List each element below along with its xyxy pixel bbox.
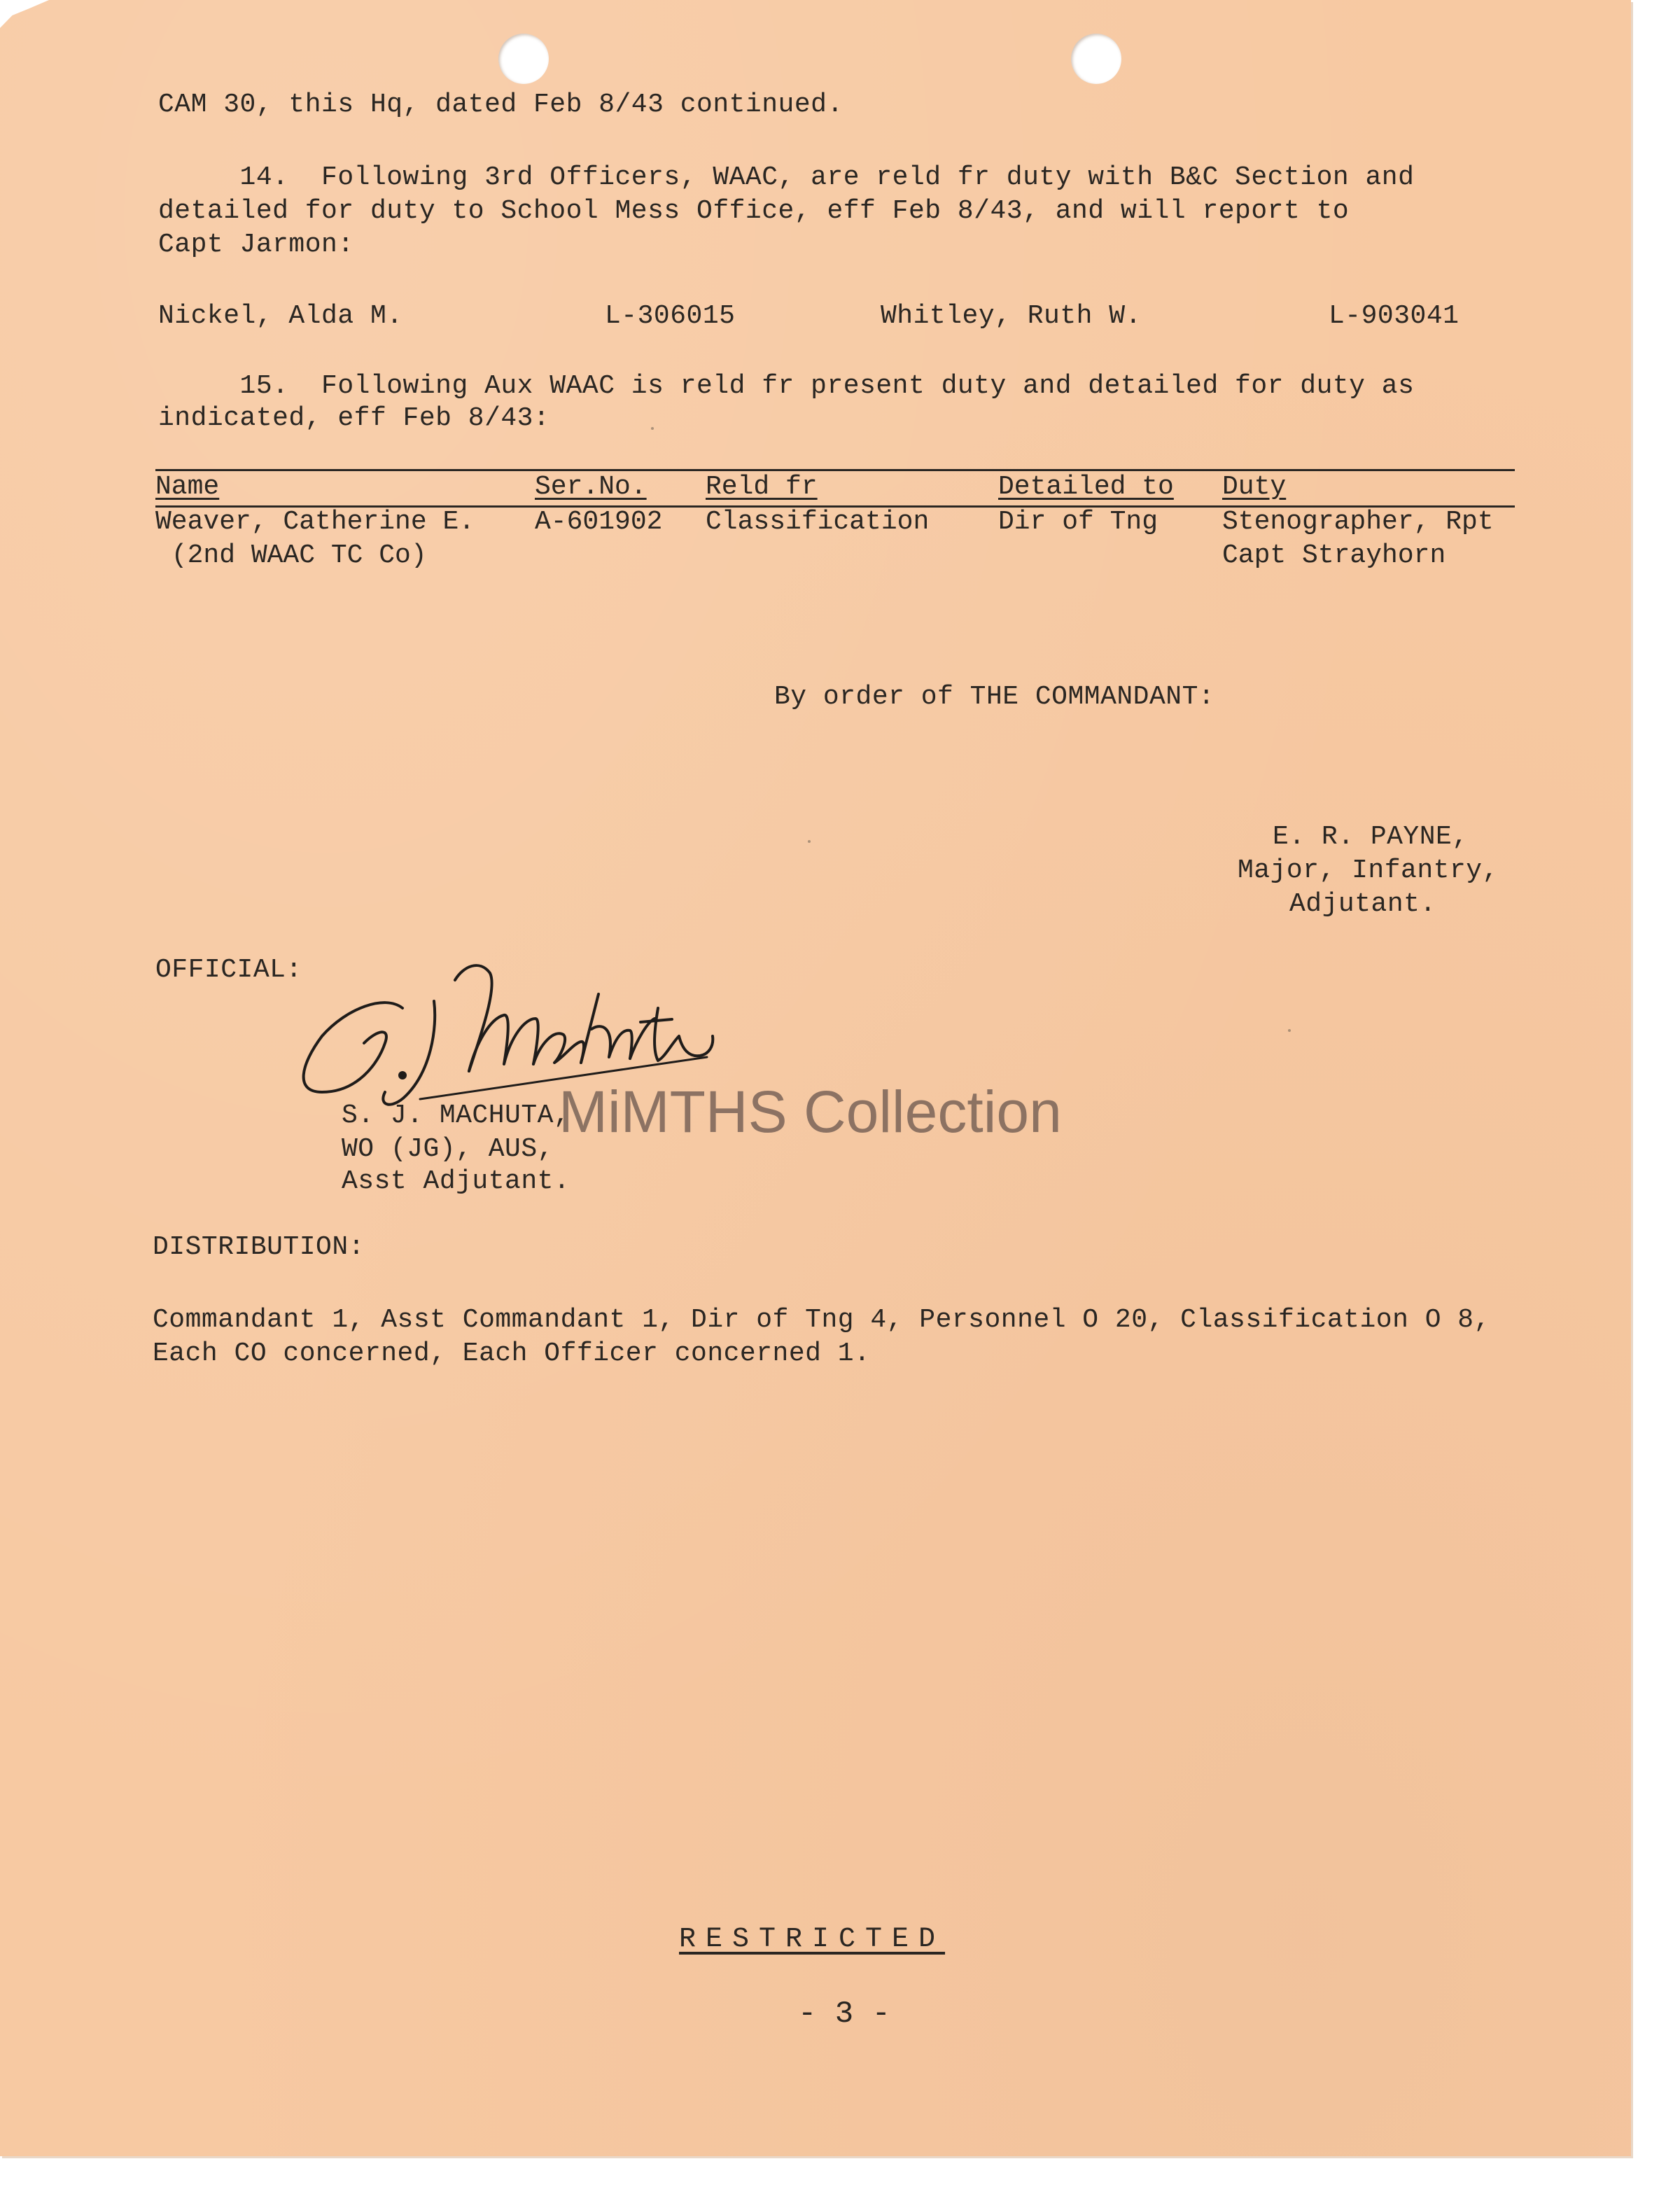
torn-corner — [0, 0, 49, 28]
distribution-line2: Each CO concerned, Each Officer concerned 1. — [153, 1339, 871, 1369]
restricted-marking: RESTRICTED — [679, 1924, 946, 1955]
paper-speck — [651, 427, 654, 430]
signatory-rank: Major, Infantry, — [1238, 855, 1499, 886]
officer-1-serial: L-306015 — [605, 301, 736, 331]
col-header-serial: Ser.No. — [535, 472, 647, 502]
signatory-title: Adjutant. — [1289, 889, 1436, 919]
row-duty: Stenographer, Rpt — [1222, 507, 1494, 537]
col-header-name: Name — [155, 472, 220, 502]
col-header-detailed-to: Detailed to — [998, 472, 1174, 502]
table-top-rule — [155, 469, 1515, 471]
distribution-label: DISTRIBUTION: — [153, 1232, 365, 1262]
officer-2-serial: L-903041 — [1329, 301, 1460, 331]
collection-watermark: MiMTHS Collection — [559, 1079, 1062, 1145]
row-name: Weaver, Catherine E. — [155, 507, 475, 537]
page-number: - 3 - — [798, 1997, 891, 2032]
para14-line3: Capt Jarmon: — [158, 230, 354, 260]
paper-speck — [808, 840, 811, 843]
row-reld-fr: Classification — [706, 507, 930, 537]
signatory-name: E. R. PAYNE, — [1273, 822, 1469, 852]
para14-line2: detailed for duty to School Mess Office, eff Feb 8/43, and will report to — [158, 196, 1350, 226]
row-name-sub: (2nd WAAC TC Co) — [155, 540, 427, 571]
officer-2-name: Whitley, Ruth W. — [881, 301, 1142, 331]
row-serial: A-601902 — [535, 507, 663, 537]
distribution-line1: Commandant 1, Asst Commandant 1, Dir of Tng 4, Personnel O 20, Classification O 8, — [153, 1305, 1490, 1335]
punch-hole-right — [1071, 34, 1121, 84]
continuation-header: CAM 30, this Hq, dated Feb 8/43 continued. — [158, 90, 844, 120]
punch-hole-left — [498, 34, 549, 84]
row-detailed-to: Dir of Tng — [998, 507, 1158, 537]
official-rank: WO (JG), AUS, — [342, 1134, 554, 1164]
para15-line1: 15. Following Aux WAAC is reld fr present duty and detailed for duty as — [158, 371, 1415, 401]
paper-speck — [1288, 1029, 1291, 1032]
official-name: S. J. MACHUTA, — [342, 1100, 570, 1131]
col-header-reld-fr: Reld fr — [706, 472, 818, 502]
para15-line2: indicated, eff Feb 8/43: — [158, 403, 550, 433]
para14-line1: 14. Following 3rd Officers, WAAC, are reld fr duty with B&C Section and — [158, 162, 1415, 193]
officer-1-name: Nickel, Alda M. — [158, 301, 403, 331]
by-order-line: By order of THE COMMANDANT: — [774, 682, 1215, 712]
col-header-duty: Duty — [1222, 472, 1287, 502]
row-duty-sub: Capt Strayhorn — [1222, 540, 1446, 571]
official-label: OFFICIAL: — [155, 955, 302, 985]
official-title: Asst Adjutant. — [342, 1166, 570, 1196]
